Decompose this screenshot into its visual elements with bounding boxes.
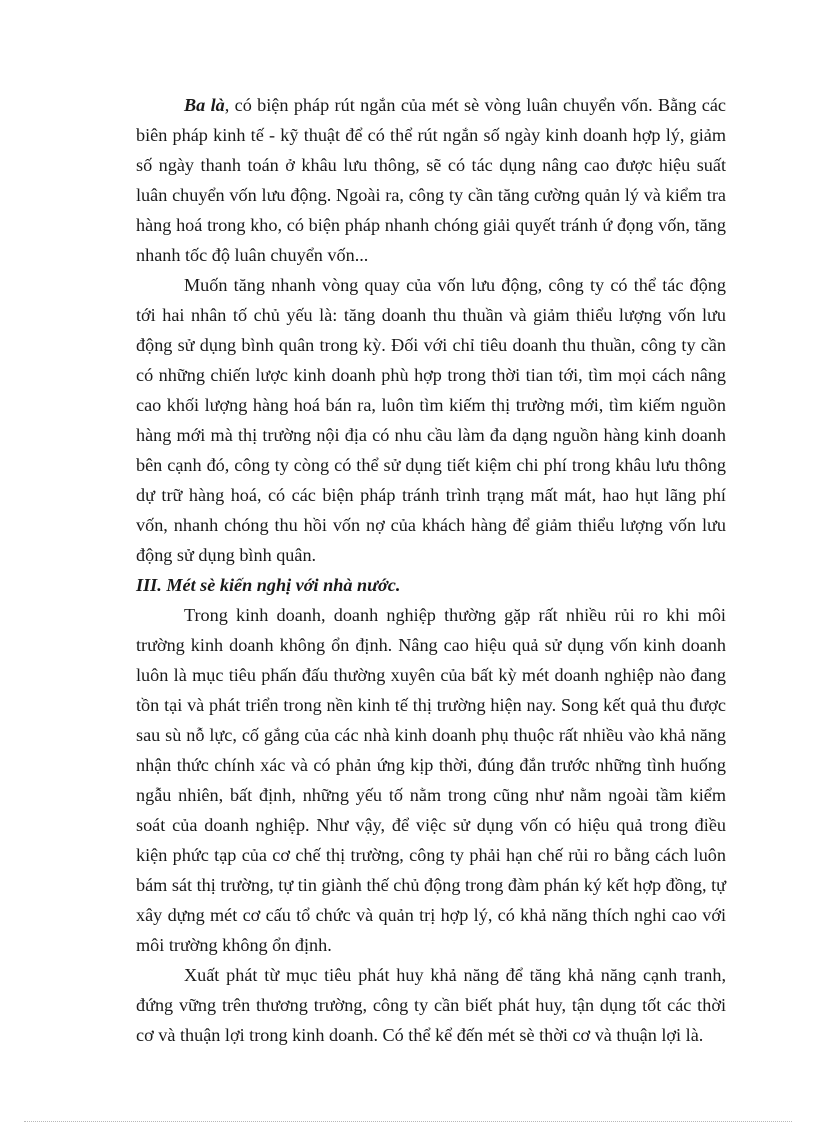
- document-body: [136, 90, 726, 1050]
- paragraph-working-capital: Muốn tăng nhanh vòng quay của vốn lưu động, công ty có thể tác động tới hai nhân tố chủ yếu là: tăng doanh thu thuần và giảm thiểu lượng vốn lưu động sử dụng bình quân trong kỳ. Đối với chỉ tiêu doanh thu thuần, công ty cần có những chiến lược kinh doanh phù hợp trong thời tian tới, tìm mọi cách nâng cao khối lượng hàng hoá bán ra, luôn tìm kiếm thị trường mới, tìm kiếm nguồn hàng mới mà thị trường nội địa có nhu cầu làm đa dạng nguồn hàng kinh doanh bên cạnh đó, công ty còng có thể sử dụng tiết kiệm chi phí trong khâu lưu thông dự trữ hàng hoá, có các biện pháp tránh trình trạng mất mát, hao hụt lãng phí vốn, nhanh chóng thu hồi vốn nợ của khách hàng để giảm thiểu lượng vốn lưu động sử dụng bình quân.: [136, 275, 726, 565]
- paragraph-body-text: , có biện pháp rút ngắn của mét sè vòng luân chuyển vốn. Bằng các biên pháp kinh tế - kỹ thuật để có thể rút ngắn số ngày kinh doanh hợp lý, giảm số ngày thanh toán ở khâu lưu thông, sẽ có tác dụng nâng cao được hiệu suất luân chuyển vốn lưu động. Ngoài ra, công ty cần tăng cường quản lý và kiểm tra hàng hoá trong kho, có biện pháp nhanh chóng giải quyết tránh ứ đọng vốn, tăng nhanh tốc độ luân chuyển vốn...: [136, 95, 726, 265]
- paragraph-ba-la: [136, 90, 726, 270]
- paragraph-lead-text: Ba là: [184, 95, 225, 115]
- paragraph-business-risk: Trong kinh doanh, doanh nghiệp thường gặp rất nhiều rủi ro khi môi trường kinh doanh không ổn định. Nâng cao hiệu quả sử dụng vốn kinh doanh luôn là mục tiêu phấn đấu thường xuyên của bất kỳ mét doanh nghiệp nào đang tồn tại và phát triển trong nền kinh tế thị trường hiện nay. Song kết quả thu được sau sù nỗ lực, cố gắng của các nhà kinh doanh phụ thuộc rất nhiều vào khả năng nhận thức chính xác và có phản ứng kịp thời, đúng đắn trước những tình huống ngẫu nhiên, bất định, những yếu tố nằm trong cũng như nằm ngoài tầm kiểm soát của doanh nghiệp. Như vậy, để việc sử dụng vốn có hiệu quả trong điều kiện phức tạp của cơ chế thị trường, công ty phải hạn chế rủi ro bằng cách luôn bám sát thị trường, tự tin giành thế chủ động trong đàm phán ký kết hợp đồng, tự xây dựng mét cơ cấu tổ chức và quản trị hợp lý, có khả năng thích nghi cao với môi trường không ổn định.: [136, 605, 726, 955]
- paragraph-opportunities: Xuất phát từ mục tiêu phát huy khả năng để tăng khả năng cạnh tranh, đứng vững trên thương trường, công ty cần biết phát huy, tận dụng tốt các thời cơ và thuận lợi trong kinh doanh. Có thể kể đến mét sè thời cơ và thuận lợi là.: [136, 965, 726, 1045]
- section-heading: III. Mét sè kiến nghị với nhà nước.: [136, 575, 401, 595]
- page-bottom-divider: [24, 1121, 792, 1122]
